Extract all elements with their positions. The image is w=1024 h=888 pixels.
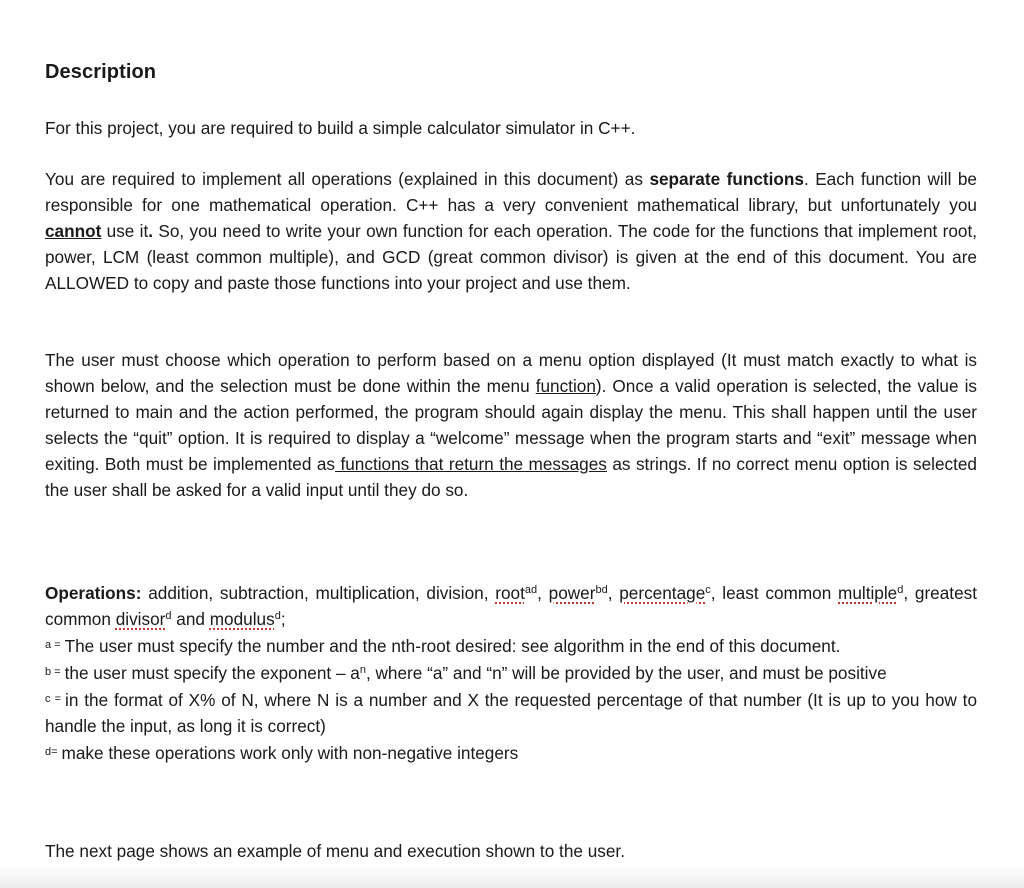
footnote-marker: c [705, 584, 711, 596]
footnote-marker: ad [524, 584, 538, 596]
menu-paragraph [45, 347, 977, 503]
operations-section [45, 580, 977, 766]
note-marker: c = [45, 693, 62, 705]
note-marker: b = [45, 666, 61, 678]
op-modulus: modulus [209, 609, 275, 629]
note-text: The user must specify the number and the nth-root desired: see algorithm in the end of this document. [64, 636, 841, 656]
text-run: , greatest common [45, 583, 978, 629]
closing-paragraph [45, 838, 977, 864]
note-marker: a = [45, 639, 61, 651]
text-run: ). Once a valid operation is selected, the value is returned to main and the action performed, the program should again display the menu. This shall happen until the user selects the “quit” option. It is required to display a “welcome” message when the program starts and “exit” message when exiting. Both must be implemented as [45, 376, 977, 474]
text-run: ; [280, 609, 286, 629]
bold-period: . [148, 221, 154, 241]
op-percentage: percentage [619, 583, 706, 603]
op-divisor: divisor [115, 609, 166, 629]
text-run: You are required to implement all operations (explained in this document) as [45, 169, 650, 189]
note-text: make these operations work only with non-negative integers [61, 743, 519, 763]
text-run: The user must choose which operation to perform based on a menu option displayed (It must match exactly to what is shown below, and the selection must be done within the menu [45, 350, 977, 396]
intro-paragraph [45, 115, 977, 141]
note-a [45, 632, 977, 659]
op-root: root [495, 583, 525, 603]
page-bottom-shadow [0, 866, 1024, 888]
note-text: , where “a” and “n” will be provided by the user, and must be positive [365, 663, 887, 683]
underlined-functions-return-messages: functions that return the messages [335, 454, 607, 474]
note-text: the user must specify the exponent – a [64, 663, 360, 683]
text-run: . Each function will be responsible for one mathematical operation. C++ has a very convenient mathematical library, but unfortunately you [45, 169, 977, 215]
footnote-marker: bd [595, 584, 608, 596]
bold-separate-functions: separate functions [649, 169, 804, 189]
exponent-n: n [359, 664, 366, 676]
functions-paragraph [45, 166, 977, 296]
underlined-cannot: cannot [45, 221, 102, 241]
text-run: So, you need to write your own function for each operation. The code for the functions that implement root, power, LCM (least common multiple), and GCD (great common divisor) is given at the end of this document. You are ALLOWED to copy and paste those functions into your project and use them. [45, 221, 977, 293]
note-text: in the format of X% of N, where N is a number and X the requested percentage of that number (It is up to you how to handle the input, as long it is correct) [45, 690, 977, 736]
text-run: as strings. If no correct menu option is selected the user shall be asked for a valid input until they do so. [45, 454, 977, 500]
text-run: least common [722, 583, 839, 603]
intro-text: For this project, you are required to build a simple calculator simulator in C++. [45, 118, 636, 138]
closing-text: The next page shows an example of menu and execution shown to the user. [45, 841, 625, 861]
note-b [45, 659, 977, 686]
operations-list: Operations: addition, subtraction, multiplication, division, root$^{ad}$, power$^{bd}$, percentage$^c$, least common multiple$^d$, greatest common divisor$^d$ and modulus$^d$; [45, 583, 978, 629]
text-run: and [171, 609, 210, 629]
footnote-marker: d [897, 584, 904, 596]
footnote-marker: d [165, 610, 172, 622]
footnote-marker: d [274, 610, 281, 622]
page-title: Description [45, 61, 157, 83]
text-run: addition, subtraction, multiplication, division, [141, 583, 496, 603]
operations-label: Operations: [45, 583, 142, 603]
note-d [45, 739, 977, 766]
op-power: power [548, 583, 596, 603]
note-c [45, 686, 977, 739]
underlined-function: function [535, 376, 596, 396]
text-run: use it [101, 221, 149, 241]
note-marker: d= [45, 746, 58, 758]
op-multiple: multiple [838, 583, 898, 603]
